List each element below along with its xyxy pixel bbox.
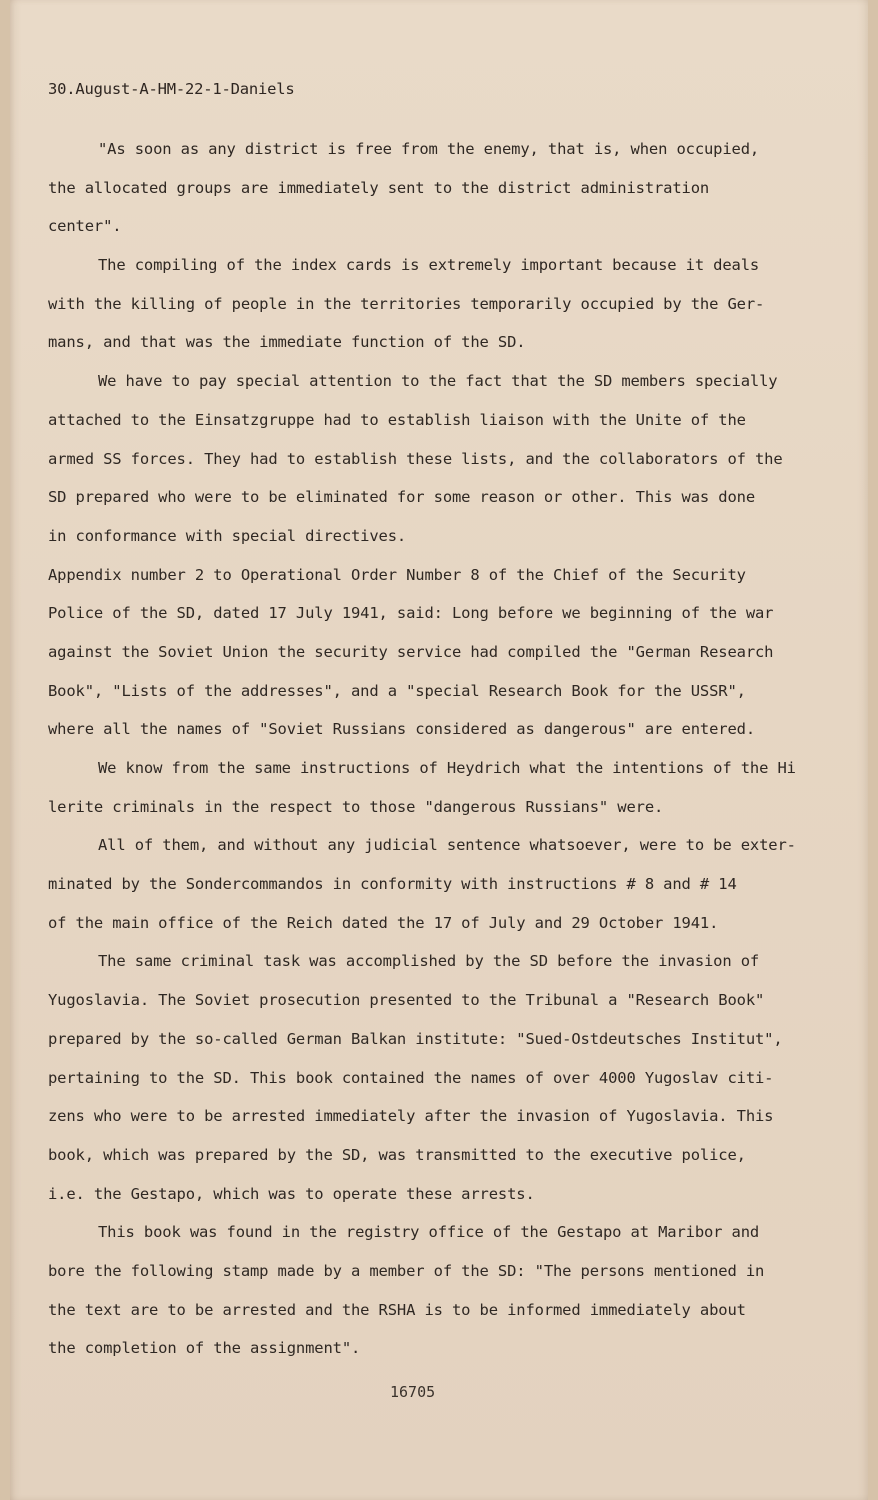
text-line: attached to the Einsatzgruppe had to establish liaison with the Unite of the [48,410,746,429]
text-line: bore the following stamp made by a member of the SD: "The persons mentioned in [48,1261,765,1280]
text-line: the allocated groups are immediately sent to the district administration [48,178,710,197]
text-line: with the killing of people in the territories temporarily occupied by the Ger- [48,294,765,313]
text-line: where all the names of "Soviet Russians considered as dangerous" are entered. [48,720,755,739]
text-line: zens who were to be arrested immediately after the invasion of Yugoslavia. This [48,1107,774,1126]
text-line: prepared by the so-called German Balkan institute: "Sued-Ostdeutsches Institut", [48,1029,783,1048]
text-line: SD prepared who were to be eliminated for some reason or other. This was done [48,488,755,507]
document-page [10,0,868,1500]
page-number: 16705 [390,1383,436,1401]
text-line: Police of the SD, dated 17 July 1941, said: Long before we beginning of the war [48,604,774,623]
text-line: Appendix number 2 to Operational Order Number 8 of the Chief of the Security [48,565,746,584]
text-line: center". [48,217,122,236]
text-line: All of them, and without any judicial sentence whatsoever, were to be exter- [98,836,796,855]
text-line: the completion of the assignment". [48,1339,361,1358]
text-line: This book was found in the registry office of the Gestapo at Maribor and [98,1223,760,1242]
text-line: lerite criminals in the respect to those "dangerous Russians" were. [48,797,664,816]
text-line: armed SS forces. They had to establish these lists, and the collaborators of the [48,449,783,468]
text-line: The same criminal task was accomplished by the SD before the invasion of [98,952,760,971]
text-line: "As soon as any district is free from the enemy, that is, when occupied, [98,140,760,158]
text-line: We know from the same instructions of Heydrich what the intentions of the Hi [98,759,796,777]
text-line: minated by the Sondercommandos in conformity with instructions # 8 and # 14 [48,875,737,894]
text-line: The compiling of the index cards is extremely important because it deals [98,256,760,275]
text-line: mans, and that was the immediate function of the SD. [48,333,526,352]
text-line: Book", "Lists of the addresses", and a "special Research Book for the USSR", [48,681,746,700]
text-line: Yugoslavia. The Soviet prosecution presented to the Tribunal a "Research Book" [48,991,765,1010]
text-line: book, which was prepared by the SD, was transmitted to the executive police, [48,1145,746,1164]
text-line: pertaining to the SD. This book contained the names of over 4000 Yugoslav citi- [48,1068,774,1087]
text-line: the text are to be arrested and the RSHA is to be informed immediately about [48,1300,746,1319]
text-line: of the main office of the Reich dated the 17 of July and 29 October 1941. [48,913,719,932]
document-body [48,130,838,1368]
text-line: We have to pay special attention to the fact that the SD members specially [98,372,778,391]
text-line: against the Soviet Union the security service had compiled the "German Research [48,642,774,661]
text-line: in conformance with special directives. [48,526,407,545]
text-line: i.e. the Gestapo, which was to operate these arrests. [48,1184,535,1203]
document-reference: 30.August-A-HM-22-1-Daniels [48,80,295,98]
